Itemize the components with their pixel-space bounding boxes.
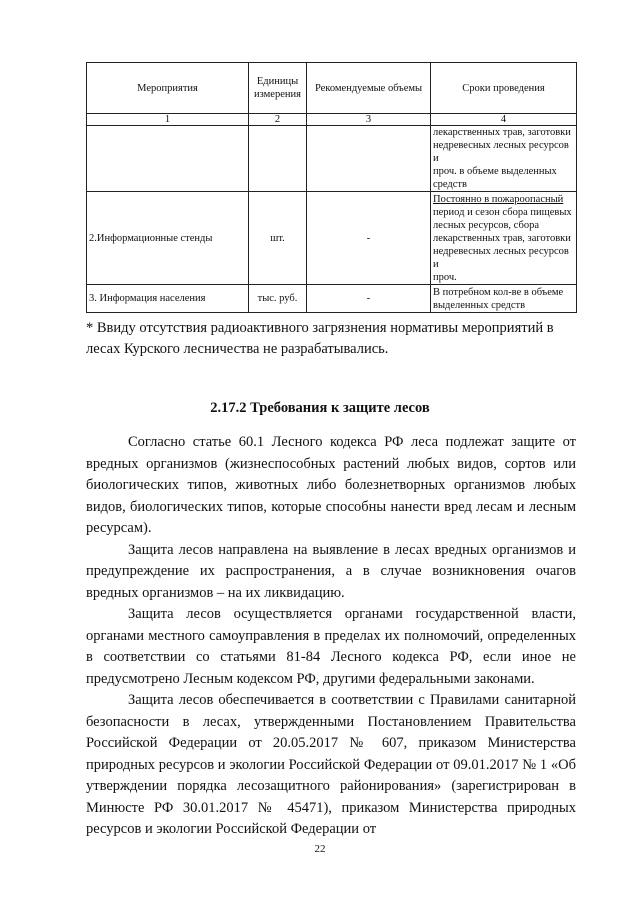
table-row [87, 126, 577, 192]
column-number: 2 [249, 114, 307, 126]
row-unit [249, 126, 307, 192]
row-volume [307, 126, 431, 192]
term-line: выделенных средств [433, 299, 526, 311]
term-line: лесных ресурсов, сбора [433, 219, 539, 231]
table-column-numbers-row [87, 114, 577, 126]
measures-table [86, 62, 577, 313]
row-volume: - [307, 285, 431, 313]
page-number: 22 [314, 843, 326, 855]
row-measure [87, 126, 249, 192]
table-row [87, 285, 577, 313]
column-number: 3 [307, 114, 431, 126]
row-term [431, 285, 577, 313]
paragraph: Защита лесов осуществляется органами государственной власти, органами местного самоуправления в пределах их полномочий, определенных в соответствии со статьями 81-84 Лесного кодекса РФ, если иное не предусмотрено Лесным кодексом РФ, другими федеральными законами. [86, 606, 576, 687]
term-line: В потребном кол-ве в объеме [433, 286, 564, 298]
term-line: лекарственных трав, заготовки [433, 127, 571, 138]
header-measures: Мероприятия [87, 63, 249, 114]
row-unit: тыс. руб. [249, 285, 307, 313]
row-unit: шт. [249, 192, 307, 285]
row-volume: - [307, 192, 431, 285]
term-line: период и сезон сбора пищевых [433, 206, 572, 218]
table-header-row [87, 63, 577, 114]
term-line: лекарственных трав, заготовки [433, 232, 571, 244]
header-volumes: Рекомендуемые объемы [307, 63, 431, 114]
header-units: Единицы измерения [249, 63, 307, 114]
body-text [86, 432, 576, 841]
footnote: * Ввиду отсутствия радиоактивного загрязнения нормативы мероприятий в лесах Курского лесничества не разрабатывались. [86, 320, 554, 357]
term-line: Постоянно в пожароопасный [433, 193, 564, 205]
table-row [87, 192, 577, 285]
term-line: недревесных лесных ресурсов и [433, 245, 569, 270]
paragraph: Согласно статье 60.1 Лесного кодекса РФ леса подлежат защите от вредных организмов (жизнеспособных растений любых видов, сортов или биологических типов, животных либо болезнетворных организмов любых видов, биологических типов, которые способны нанести вред лесам и лесным ресурсам). [86, 434, 576, 536]
row-measure: 2.Информационные стенды [87, 192, 249, 285]
column-number: 4 [431, 114, 577, 126]
term-line: проч. в объеме выделенных [433, 166, 557, 177]
column-number: 1 [87, 114, 249, 126]
term-line: средств [433, 179, 467, 190]
section-title: 2.17.2 Требования к защите лесов [210, 400, 430, 416]
term-line: проч. [433, 271, 457, 283]
row-measure: 3. Информация населения [87, 285, 249, 313]
term-line: недревесных лесных ресурсов и [433, 140, 569, 164]
paragraph: Защита лесов направлена на выявление в лесах вредных организмов и предупреждение их распространения, а в случае возникновения очагов вредных организмов – на их ликвидацию. [86, 541, 576, 601]
header-terms: Сроки проведения [431, 63, 577, 114]
paragraph: Защита лесов обеспечивается в соответствии с Правилами санитарной безопасности в лесах, утвержденными Постановлением Правительства Российской Федерации от 20.05.2017 № 607, приказом Министерства природных ресурсов и экологии Российской Федерации от 09.01.2017 № 1 «Об утверждении порядка лесозащитного районирования» (зарегистрирован в Минюсте РФ 30.01.2017 № 45471), приказом Министерства природных ресурсов и экологии Российской Федерации от [86, 692, 576, 837]
row-term [431, 126, 577, 192]
row-term [431, 192, 577, 285]
